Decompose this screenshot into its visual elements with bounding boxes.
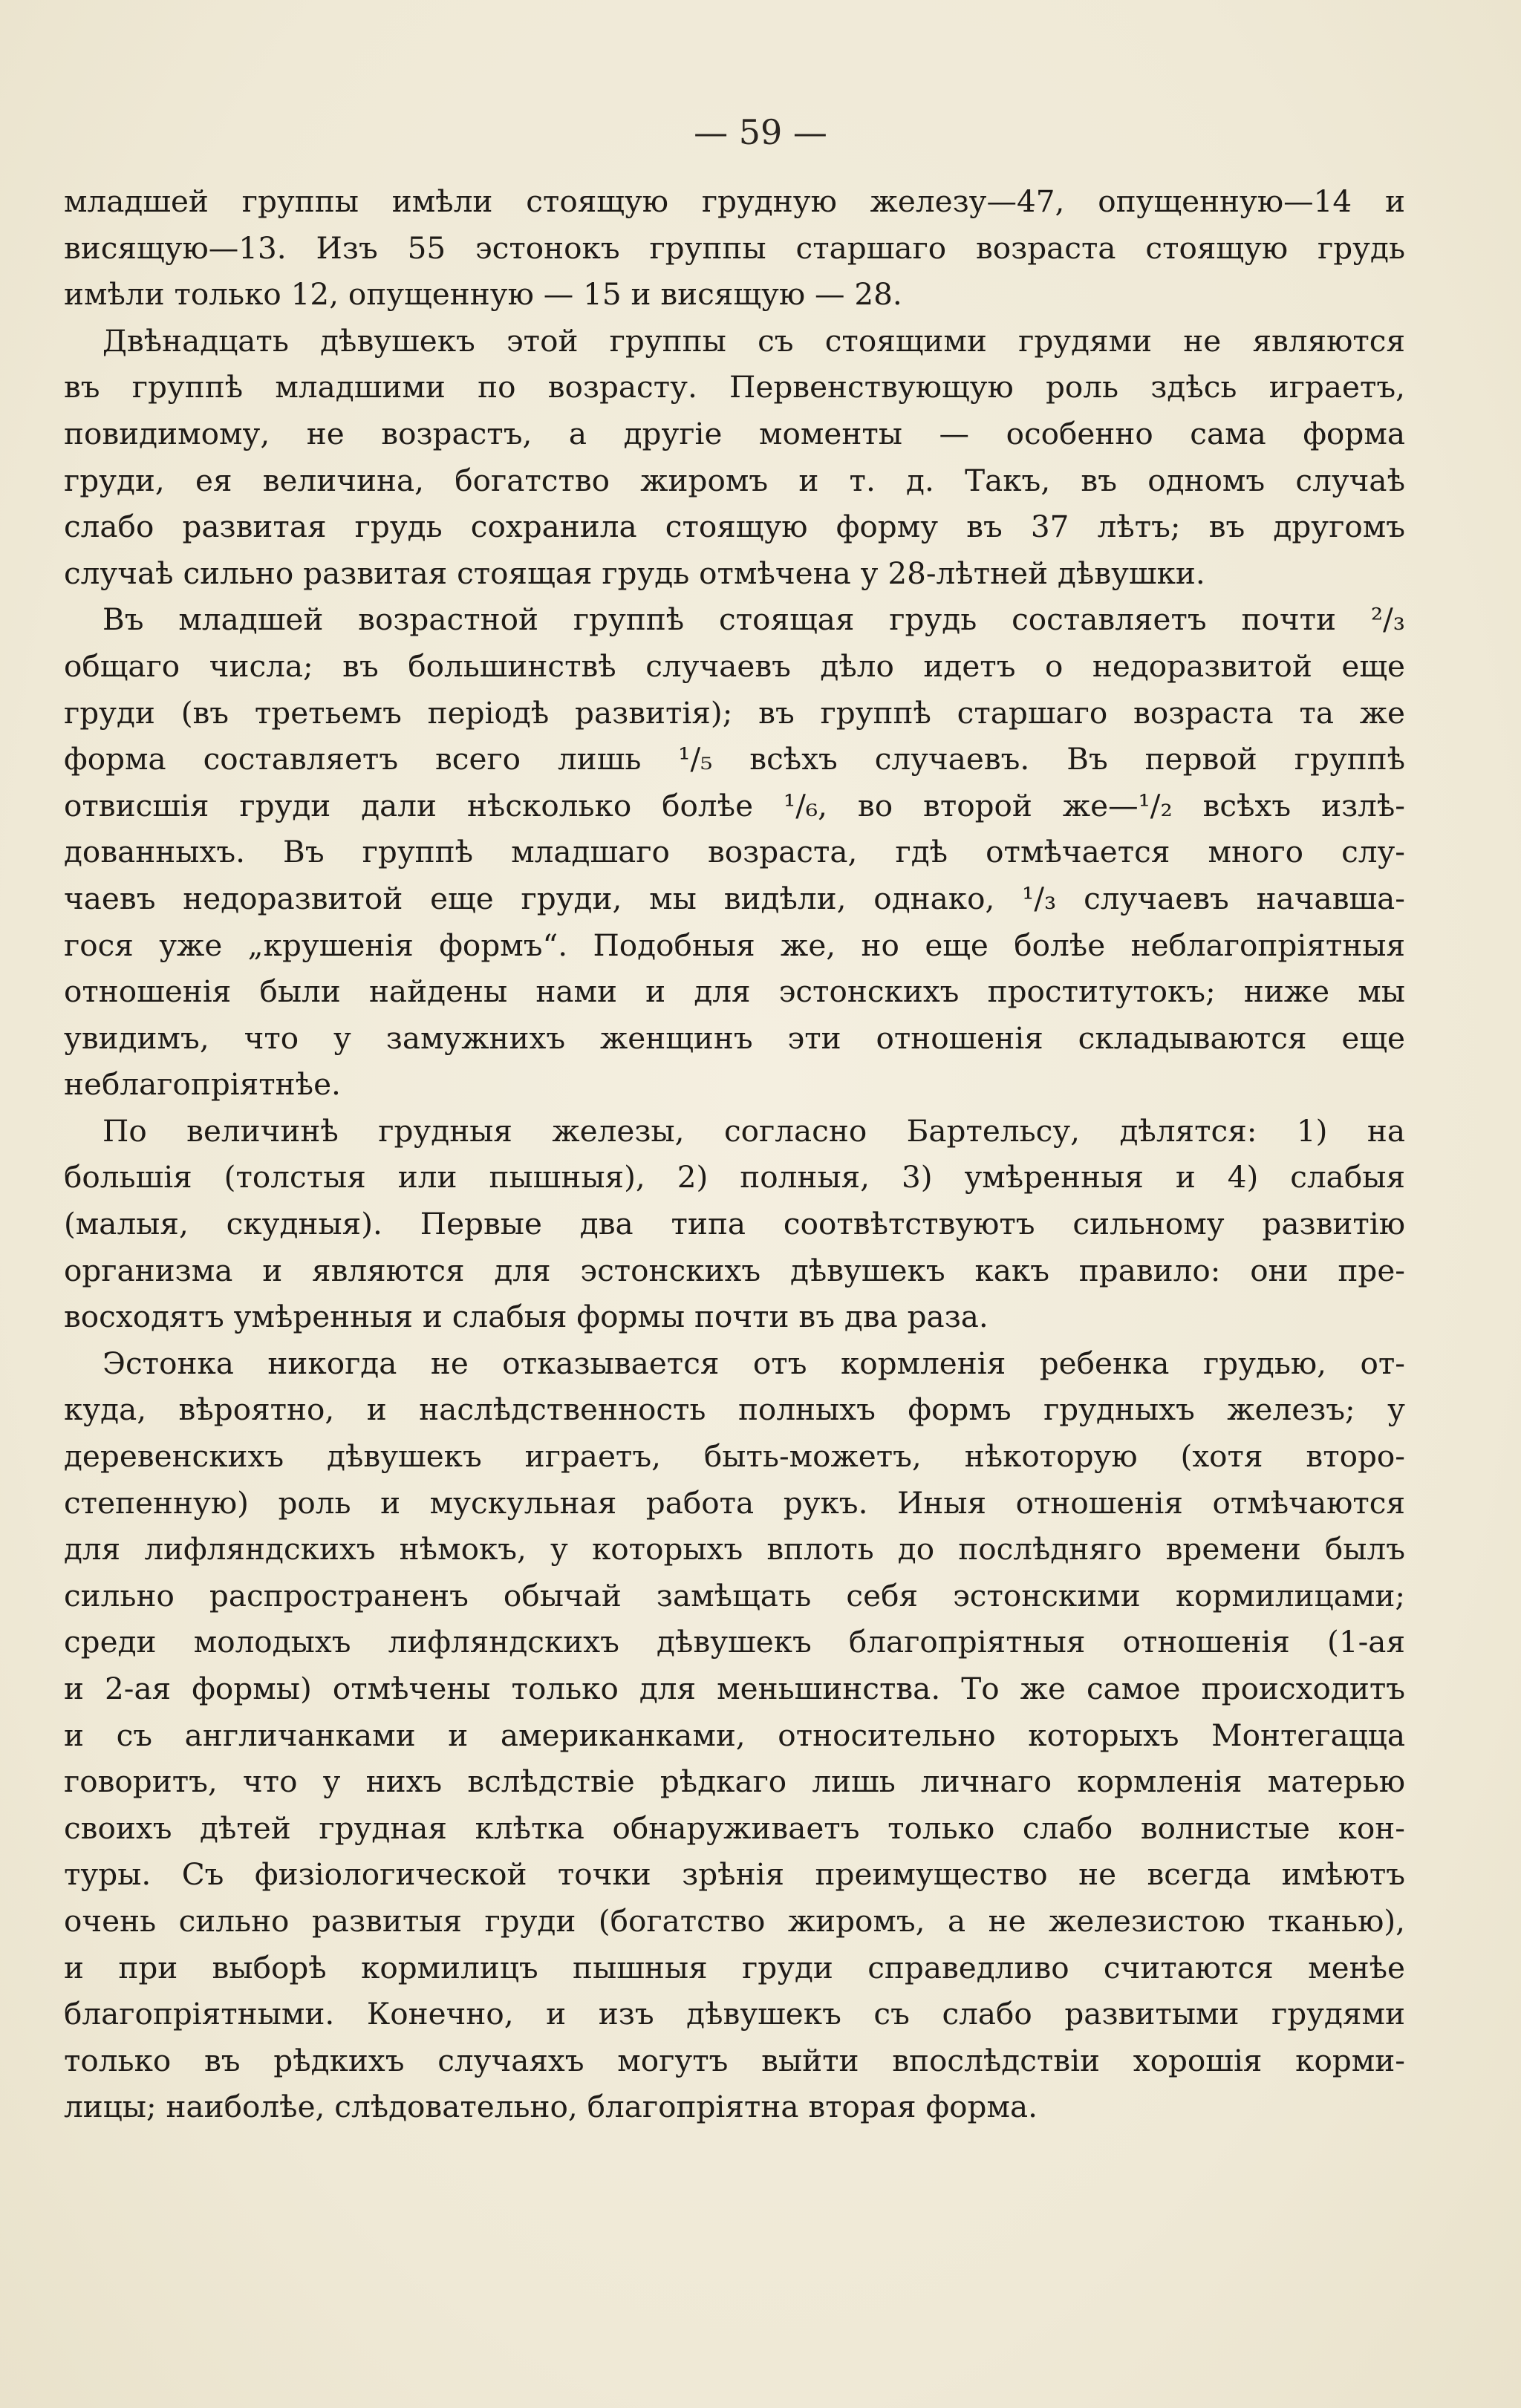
text-line: груди, ея величина, богатство жиромъ и т. д. Такъ, въ одномъ случаѣ [64, 462, 1405, 498]
text-line: сильно распространенъ обычай замѣщать себя эстонскими кормилицами; [64, 1577, 1405, 1614]
text-line: груди (въ третьемъ періодѣ развитія); въ группѣ старшаго возраста та же [64, 694, 1405, 731]
text-line: Двѣнадцать дѣвушекъ этой группы съ стоящими грудями не являются [102, 322, 1405, 359]
text-line: только въ рѣдкихъ случаяхъ могутъ выйти впослѣдствіи хорошія корми- [64, 2042, 1405, 2078]
text-line: Въ младшей возрастной группѣ стоящая грудь составляетъ почти ²/₃ [102, 601, 1405, 638]
text-line: и при выборѣ кормилицъ пышныя груди справедливо считаются менѣе [64, 1949, 1405, 1986]
text-line: организма и являются для эстонскихъ дѣвушекъ какъ правило: они пре- [64, 1252, 1405, 1288]
text-line: для лифляндскихъ нѣмокъ, у которыхъ вплоть до послѣдняго времени былъ [64, 1531, 1405, 1567]
page-number: — 59 — [694, 112, 827, 152]
text-line: гося уже „крушенія формъ“. Подобныя же, но еще болѣе неблагопріятныя [64, 927, 1405, 963]
text-line: имѣли только 12, опущенную — 15 и висящую — 28. [64, 276, 902, 313]
text-line: степенную) роль и мускульная работа рукъ. Иныя отношенія отмѣчаются [64, 1484, 1405, 1521]
text-line: случаѣ сильно развитая стоящая грудь отмѣчена у 28-лѣтней дѣвушки. [64, 555, 1205, 591]
text-line: По величинѣ грудныя железы, согласно Бартельсу, дѣлятся: 1) на [102, 1112, 1405, 1149]
text-line: слабо развитая грудь сохранила стоящую форму въ 37 лѣтъ; въ другомъ [64, 509, 1405, 545]
text-line: повидимому, не возрастъ, а другіе моменты — особенно сама форма [64, 415, 1405, 451]
text-line: неблагопріятнѣе. [64, 1066, 341, 1103]
text-line: въ группѣ младшими по возрасту. Первенствующую роль здѣсь играетъ, [64, 369, 1405, 405]
text-line: деревенскихъ дѣвушекъ играетъ, быть-можетъ, нѣкоторую (хотя второ- [64, 1438, 1405, 1475]
text-line: форма составляетъ всего лишь ¹/₅ всѣхъ случаевъ. Въ первой группѣ [64, 741, 1405, 777]
text-line: куда, вѣроятно, и наслѣдственность полныхъ формъ грудныхъ железъ; у [64, 1391, 1405, 1428]
text-line: туры. Съ физіологической точки зрѣнія преимущество не всегда имѣютъ [64, 1856, 1405, 1893]
text-line: чаевъ недоразвитой еще груди, мы видѣли, однако, ¹/₃ случаевъ начавша- [64, 880, 1405, 916]
text-line: и съ англичанками и американками, относительно которыхъ Монтегацца [64, 1717, 1405, 1753]
text-line: большія (толстыя или пышныя), 2) полныя, 3) умѣренныя и 4) слабыя [64, 1159, 1405, 1195]
text-line: младшей группы имѣли стоящую грудную железу—47, опущенную—14 и [64, 183, 1405, 219]
text-line: и 2-ая формы) отмѣчены только для меньшинства. То же самое происходитъ [64, 1671, 1405, 1706]
text-line: дованныхъ. Въ группѣ младшаго возраста, гдѣ отмѣчается много слу- [64, 834, 1405, 870]
text-line: среди молодыхъ лифляндскихъ дѣвушекъ благопріятныя отношенія (1-ая [64, 1624, 1405, 1660]
text-line: своихъ дѣтей грудная клѣтка обнаруживаетъ только слабо волнистые кон- [64, 1810, 1405, 1846]
text-line: увидимъ, что у замужнихъ женщинъ эти отношенія складываются еще [64, 1019, 1405, 1056]
text-line: Эстонка никогда не отказывается отъ кормленія ребенка грудью, от- [102, 1345, 1405, 1381]
text-line: отношенія были найдены нами и для эстонскихъ проститутокъ; ниже мы [64, 973, 1405, 1010]
text-line: лицы; наиболѣе, слѣдовательно, благопріятна вторая форма. [64, 2089, 1038, 2125]
body-text [64, 178, 1405, 2130]
text-line: висящую—13. Изъ 55 эстонокъ группы старшаго возраста стоящую грудь [64, 229, 1405, 266]
text-line: отвисшія груди дали нѣсколько болѣе ¹/₆, во второй же—¹/₂ всѣхъ излѣ- [64, 787, 1405, 823]
text-line: общаго числа; въ большинствѣ случаевъ дѣло идетъ о недоразвитой еще [64, 647, 1405, 684]
text-line: говоритъ, что у нихъ вслѣдствіе рѣдкаго лишь личнаго кормленія матерью [64, 1763, 1405, 1800]
text-line: (малыя, скудныя). Первые два типа соотвѣтствуютъ сильному развитію [64, 1206, 1405, 1242]
text-line: очень сильно развитыя груди (богатство жиромъ, а не железистою тканью), [64, 1902, 1405, 1939]
text-line: благопріятными. Конечно, и изъ дѣвушекъ съ слабо развитыми грудями [64, 1996, 1405, 2032]
text-line: восходятъ умѣренныя и слабыя формы почти въ два раза. [64, 1299, 989, 1335]
